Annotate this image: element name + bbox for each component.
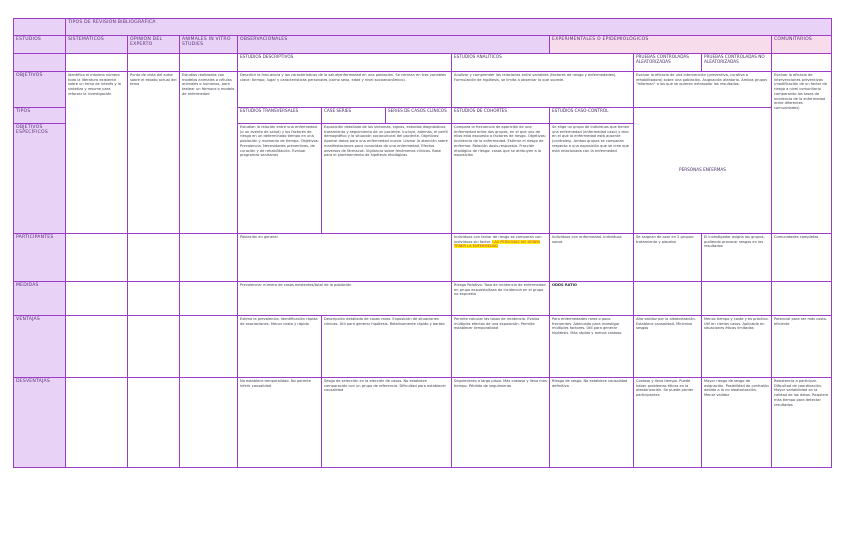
table-title: TIPOS DE REVISIÓN BIBLIOGRÁFICA [66,19,832,36]
especificos-cohortes: Compara la frecuencia de aparición de una enfermedad entre dos grupos, en el que uno de ellos está expuesto a factores de riesgo. Objetivos: Incidencia de la enfermedad. Estimar el riesgo de enfermar. Relación dosis-respuesta. Fracción etiológica de riesgo: casos que se atribuyen a la exposición [452,124,550,234]
objetivos-comunitarios: Evaluar la eficacia de intervenciones preventivas (modificación de un factor de riesgo a nivel comunitario comparando los tasas de incidencia de la enfermedad entre diferentes comunidades) [772,72,832,234]
ventajas-cohortes: Permite calcular las tasas de incidencia. Evalúa múltiples efectos de una exposición. Permite establecer temporalidad [452,316,550,378]
empty-cell [128,316,180,378]
participantes-no-aleatorizadas: El investigador asigna los grupos, pudiendo provocar sesgos en los resultados [702,234,772,282]
participantes-descriptivos: Población en general [238,234,452,282]
especificos-caso-control: Se elige un grupo de individuos que tienen una enfermedad (enfermedad caso) y otro en el que la enfermedad está ausente (controles). Ambos grupos se comparan respecto a una exposición que se cree que está relacionada con la enfermedad [550,124,634,234]
empty-cell [66,378,128,468]
empty-cell [66,316,128,378]
ventajas-comunitarios: Potencial para ser más costo-eficiente [772,316,832,378]
empty-cell [634,282,702,316]
objetivos-analiticos: Analizar y comprender las relaciones entre variables (factores de riesgo y enfermedades). Formulación de hipótesis, se limita a observar lo que sucede. [452,72,634,108]
empty-cell [180,54,238,72]
empty-cell [772,282,832,316]
objetivos-opinion: Punto de vista del autor sobre el estado actual del tema [128,72,180,234]
tipo-case-series: CASE SERIES [322,108,386,124]
personas-enfermas: PERSONAS ENFERMAS [634,108,772,234]
corner-cell [14,19,66,36]
participantes-cohortes: Individuos con factor de riesgo se comparan con individuos sin factor. LAS PERSONAS NO DEBEN TENER LA ENFERMEDAD [452,234,550,282]
row-label-objetivos: OBJETIVOS [14,72,66,108]
participantes-caso-control: Individuos con enfermedad. Individuos sanos [550,234,634,282]
desventajas-caso-control: Riesgo de sesgo. No establece causalidad definitiva [550,378,634,468]
empty-cell [128,54,180,72]
row-label-ventajas: VENTAJAS [14,316,66,378]
row-label-tipos: TIPOS [14,108,66,124]
objetivos-descriptivos: Describir la frecuencia y las características de la salud/enfermedad en una población. Se centran en tres variables clave: tiempo, lugar y características personales (como sexo, edad y nivel socioeconómico). [238,72,452,108]
especificos-transversales: Estudian la relación entre una enfermedad (o un evento de salud) y los factores de riesgo en un determinado tiempo en una población y momento de tiempo. Objetivos: Prevalencia. Necesidades preventivas, de curación y de rehabilitación. Evaluar programas sanitarios [238,124,322,234]
especificos-case-series: Exposición detallada de los síntomas, signos, estudios diagnósticos, tratamiento y seguimiento de un paciente. Incluye, además, el perfil demográfico y la situación sociocultural del paciente. Objetivos: Aportar datos para una enfermedad nueva. Llamar la atención sobre manifestaciones poco conocidas de una enfermedad. Efectos adversos de fármacos. Vigilancia sobre fenómenos clínicos. Base para el planteamiento de hipótesis etiológicas [322,124,452,234]
ventajas-aleatorizadas: Alta validez por la aleatorización. Establece causalidad. Minimiza sesgos [634,316,702,378]
ventajas-no-aleatorizadas: Menos tiempo y costo y es práctico. Útil en ciertos casos. Aplicable en situaciones éticas limitadas [702,316,772,378]
header-sistematicos: SISTEMÁTICOS [66,36,128,54]
objetivos-sistematicos: Identifica el máximo número todo la literatura existente sobre un tema de interés y la sintetiza y resume para reforzar la investigación [66,72,128,234]
row-label-objetivos-especificos: OBJETIVOS ESPECÍFICOS [14,124,66,234]
empty-cell [128,378,180,468]
ventajas-caso-control: Para enfermedades raras o poco frecuentes. Adecuado para investigar múltiples factores. Útil para generar hipótesis. Más rápido y menos costoso [550,316,634,378]
ventajas-transversales: Estima la prevalencia. Identificación rápida de asociaciones. Menor costo y rápido [238,316,322,378]
subheader-descriptivos: ESTUDIOS DESCRIPTIVOS [238,54,452,72]
desventajas-cohortes: Seguimiento a largo plazo. Más costoso y lleva más tiempo. Pérdida de seguimiento [452,378,550,468]
desventajas-aleatorizadas: Costoso y lleva tiempo. Puede haber problemas éticos en la aleatorización. Se puede perder participantes [634,378,702,468]
empty-cell [180,316,238,378]
empty-cell [772,54,832,72]
tipo-transversales: ESTUDIOS TRANSVERSALES [238,108,322,124]
empty-cell [128,234,180,282]
objetivos-animales: Estudios realizados con modelos animales o células animales o humanos, para testear un fármaco o modelo de enfermedad [180,72,238,234]
subheader-analiticos: ESTUDIOS ANALÍTICOS [452,54,634,72]
header-estudios: ESTUDIOS [14,36,66,54]
empty-cell [66,54,128,72]
header-opinion: OPINIÓN DEL EXPERTO [128,36,180,54]
ventajas-case-series: Descripción detallada de casos raros. Exposición de situaciones clínicas. Útil para generar hipótesis. Relativamente rápido y barato [322,316,452,378]
desventajas-case-series: Sesgo de selección en la elección de casos. No establece comparación con un grupo de referencia. Dificultad para establecer causalidad [322,378,452,468]
subheader-pruebas-no-aleatorizadas: PRUEBAS CONTROLADAS NO ALEATORIZADAS [702,54,772,72]
empty-cell [180,282,238,316]
medidas-caso-control: ODDS RATIO [550,282,634,316]
row-label-medidas: MEDIDAS [14,282,66,316]
row-label-participantes: PARTICIPANTES [14,234,66,282]
medidas-cohortes: Riesgo Relativo: Tasa de incidencia de enfermedad en grupo expuesto/tasa de incidencia en el grupo no expuesto [452,282,550,316]
empty-cell [66,282,128,316]
header-animales: ANIMALES IN VITRO STUDIES [180,36,238,54]
row-label-desventajas: DESVENTAJAS [14,378,66,468]
tipo-series-clinicos: SERIES DE CASOS CLÍNICOS [386,108,452,124]
empty-cell [66,234,128,282]
highlighted-warning: LAS PERSONAS NO DEBEN TENER LA ENFERMEDAD [454,239,540,249]
header-comunitarios: COMUNITARIOS [772,36,832,54]
subheader-pruebas-aleatorizadas: PRUEBAS CONTROLADAS ALEATORIZADAS [634,54,702,72]
empty-cell [128,282,180,316]
review-table [13,18,832,468]
header-observacionales: OBSERVACIONALES [238,36,550,54]
tipo-cohortes: ESTUDIOS DE COHORTES [452,108,550,124]
empty-label [14,54,66,72]
tipo-caso-control: ESTUDIOS CASO-CONTROL [550,108,634,124]
empty-cell [702,282,772,316]
objetivos-experimentales: Evaluar la eficacia de una intervención (preventiva, curativa o rehabilitadora) sobre una población. Asignación aleatoria. Ambos grupos "informan" a los que se quieren extrapolar los resultados. [634,72,772,108]
desventajas-comunitarios: Resistencia a participar. Dificultad de coordinación. Mayor variabilidad en la calidad de los datos. Requiere más tiempo para detectar resultados [772,378,832,468]
empty-cell [180,234,238,282]
header-experimentales: EXPERIMENTALES O EPIDEMIOLÓGICOS [550,36,772,54]
participantes-comunitarios: Comunidades completas [772,234,832,282]
empty-cell [180,378,238,468]
desventajas-transversales: No establece temporalidad. No permite inferir causalidad [238,378,322,468]
medidas-descriptivos: Prevalencia: número de casos existentes/total de la población [238,282,452,316]
desventajas-no-aleatorizadas: Mayor riesgo de sesgo de asignación. Posibilidad de confusión debido a la no aleatorización. Menor validez [702,378,772,468]
participantes-aleatorizadas: Se asignan de azar en 2 grupos: tratamiento y placebo [634,234,702,282]
